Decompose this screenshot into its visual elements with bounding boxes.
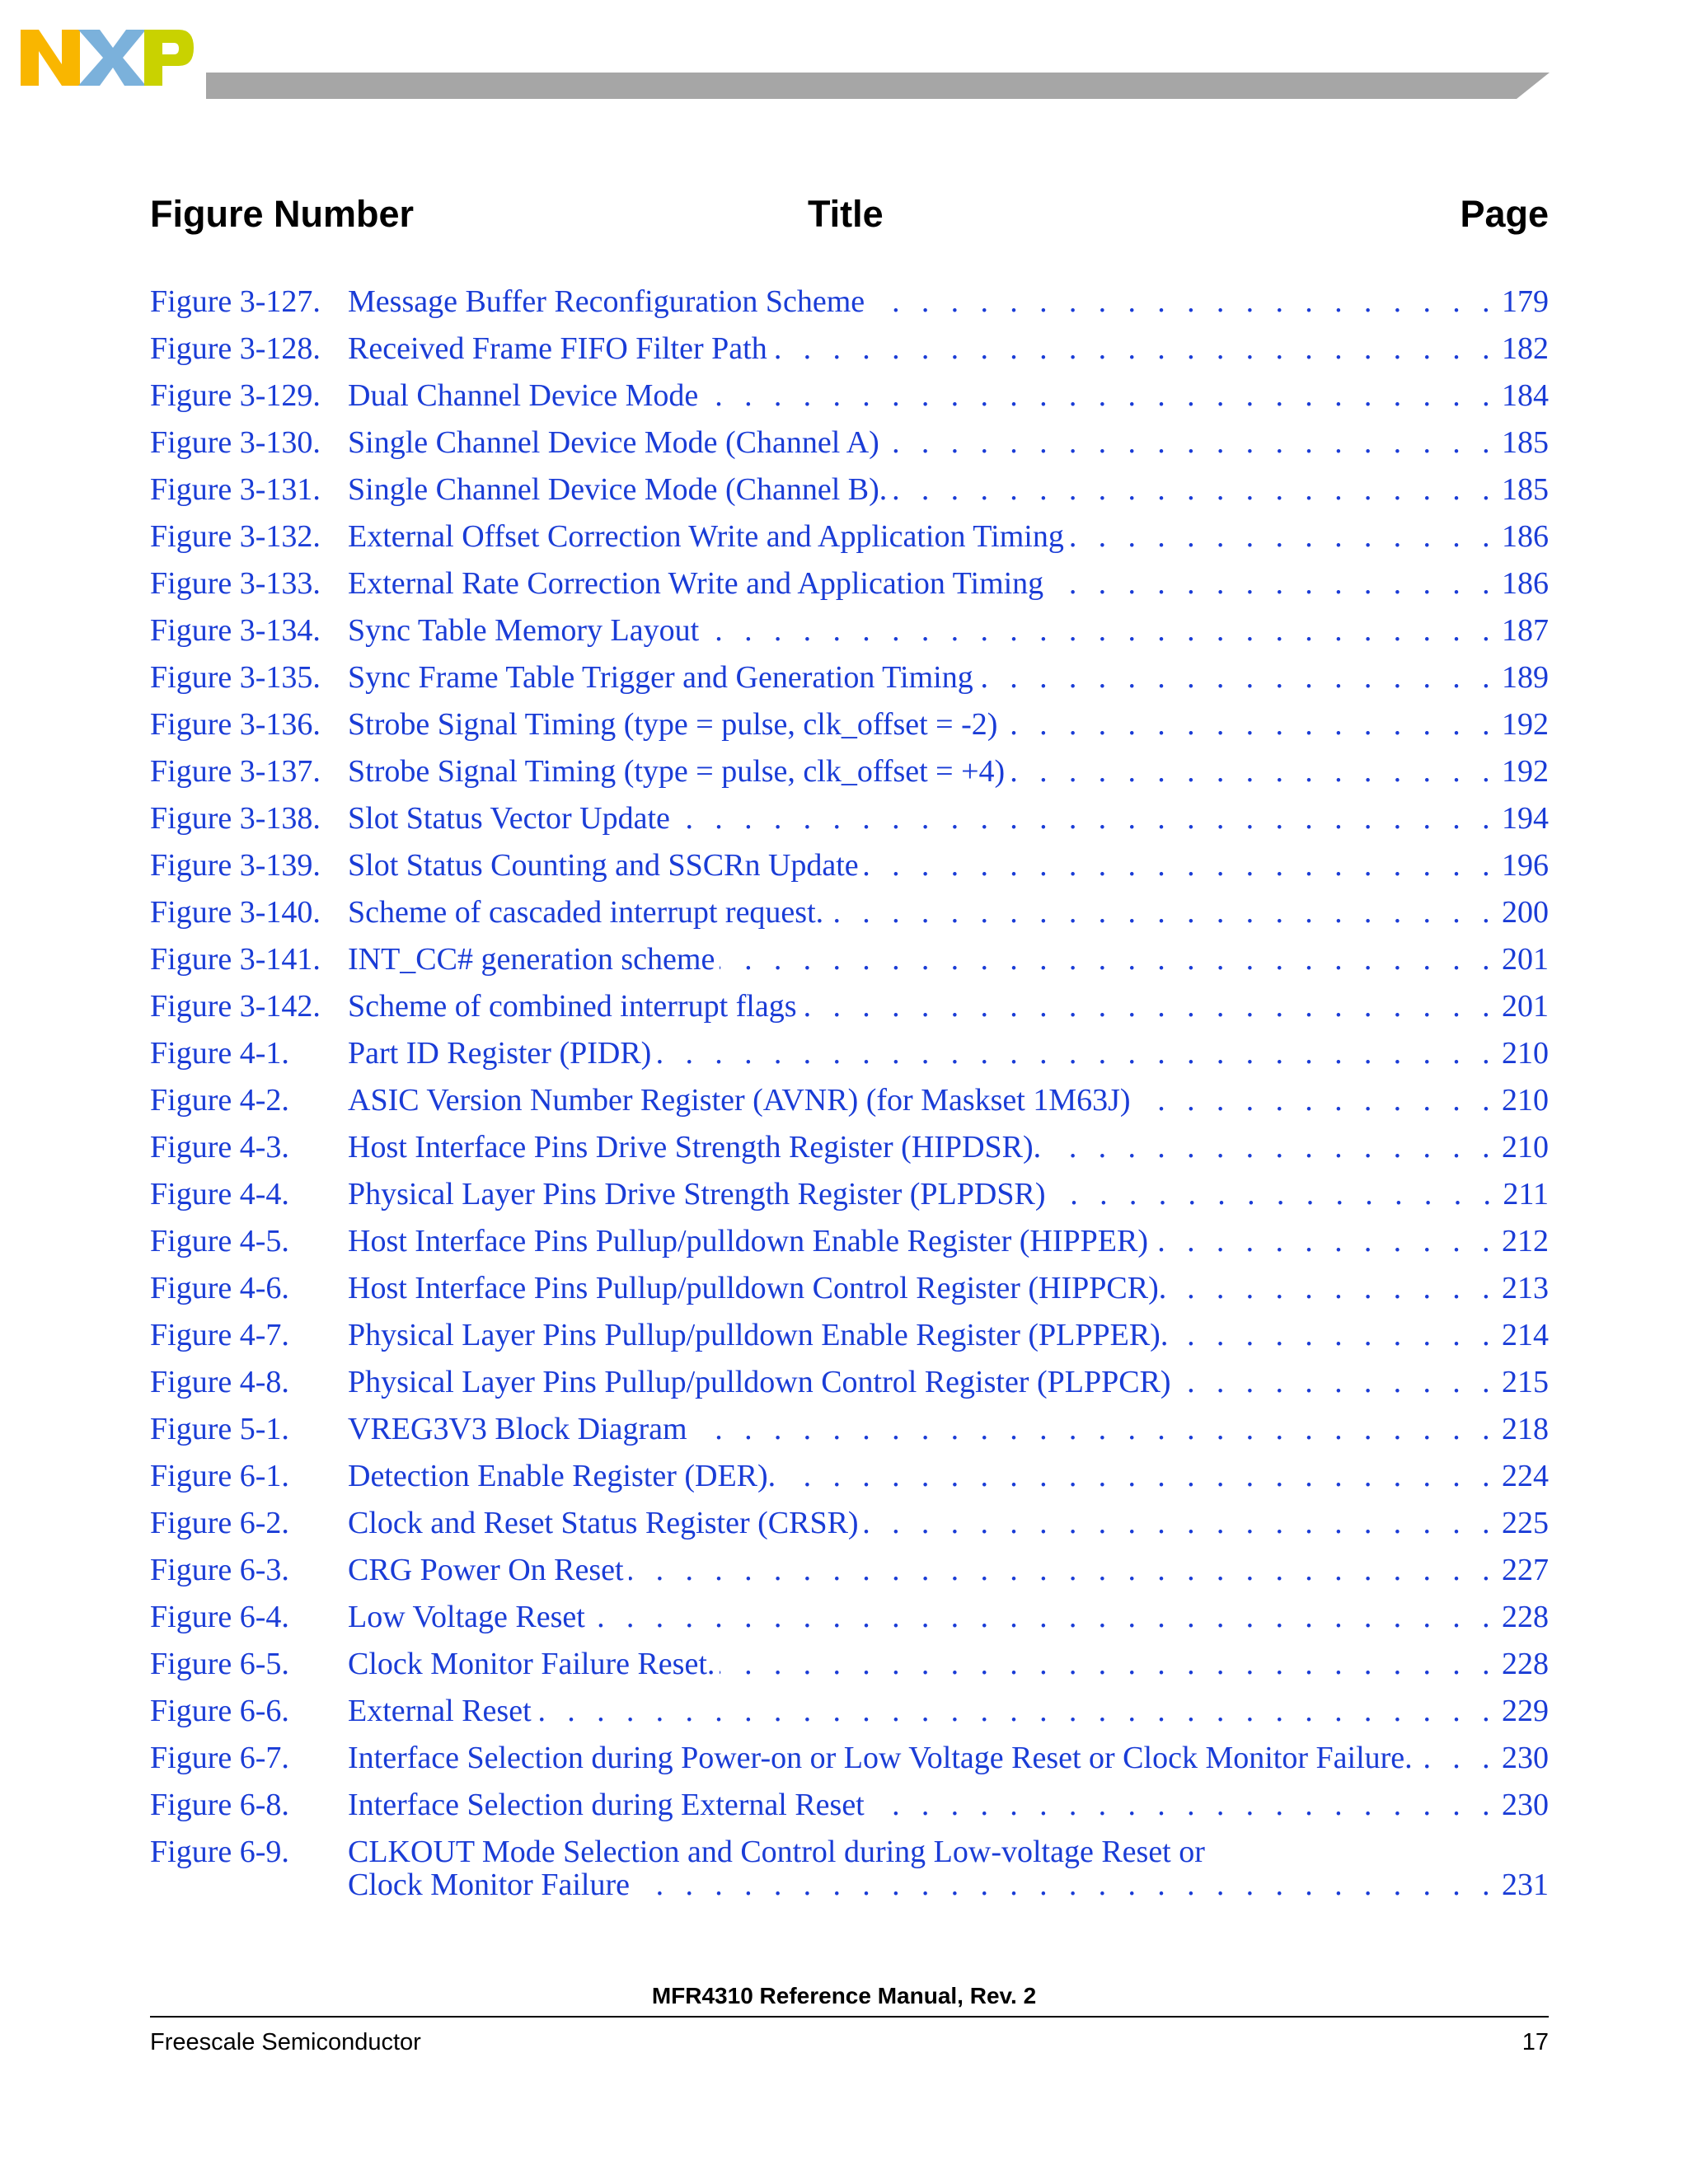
- dot-leader: [870, 279, 1497, 326]
- dot-leader: [1136, 1077, 1497, 1124]
- page-number: 230: [1502, 1741, 1549, 1775]
- page-number: 196: [1502, 848, 1549, 883]
- page-number: 201: [1502, 942, 1549, 977]
- page-number: 210: [1502, 1130, 1549, 1165]
- dot-leader: [1153, 1218, 1497, 1265]
- toc-entry[interactable]: [150, 1547, 1549, 1594]
- figure-title: Host Interface Pins Pullup/pulldown Enable Register (HIPPER): [348, 1224, 1148, 1258]
- figure-title: Host Interface Pins Pullup/pulldown Control Register (HIPPCR).: [348, 1271, 1167, 1305]
- toc-entry[interactable]: [150, 748, 1549, 795]
- toc-entry[interactable]: [150, 1453, 1549, 1500]
- entry-line: [348, 1218, 1549, 1265]
- toc-entry[interactable]: [150, 560, 1549, 607]
- figure-number: Figure 6-7.: [150, 1741, 289, 1775]
- entry-line: [348, 842, 1549, 889]
- figure-number: Figure 3-129.: [150, 378, 321, 413]
- entry-line: [348, 279, 1549, 326]
- toc-entry[interactable]: [150, 1688, 1549, 1735]
- entry-line: [348, 513, 1549, 560]
- toc-entry[interactable]: [150, 1171, 1549, 1218]
- figure-title: ASIC Version Number Register (AVNR) (for Maskset 1M63J): [348, 1083, 1131, 1118]
- page-number: 230: [1502, 1788, 1549, 1822]
- nxp-logo-icon: [21, 23, 194, 87]
- entry-line: [348, 607, 1549, 654]
- page-number: 185: [1502, 472, 1549, 507]
- dot-leader: [884, 419, 1497, 466]
- dot-leader: [537, 1688, 1497, 1735]
- dot-leader: [629, 1547, 1497, 1594]
- dot-leader: [1046, 1124, 1497, 1171]
- dot-leader: [1176, 1359, 1497, 1406]
- figure-number: Figure 4-8.: [150, 1365, 289, 1399]
- toc-entry[interactable]: [150, 1735, 1549, 1782]
- footer-divider: [150, 2016, 1549, 2018]
- figure-title: Slot Status Counting and SSCRn Update: [348, 848, 859, 883]
- toc-entry[interactable]: [150, 1359, 1549, 1406]
- entry-line: [348, 795, 1549, 842]
- toc-entry[interactable]: [150, 1077, 1549, 1124]
- dot-leader: [870, 1782, 1497, 1829]
- figure-title: Dual Channel Device Mode: [348, 378, 699, 413]
- figure-title: Physical Layer Pins Drive Strength Register (PLPDSR): [348, 1177, 1046, 1212]
- entry-line: [348, 1641, 1549, 1688]
- toc-entry[interactable]: [150, 1312, 1549, 1359]
- entry-line: [348, 1171, 1549, 1218]
- dot-leader: [675, 795, 1497, 842]
- page-number: 218: [1502, 1412, 1549, 1446]
- entry-line: [348, 1312, 1549, 1359]
- figure-number: Figure 3-142.: [150, 989, 321, 1024]
- entry-line: [348, 560, 1549, 607]
- figure-title: Host Interface Pins Drive Strength Register (HIPDSR).: [348, 1130, 1042, 1165]
- entry-line: [348, 1735, 1549, 1782]
- page-number: 210: [1502, 1083, 1549, 1118]
- company-name: Freescale Semiconductor: [150, 2029, 421, 2055]
- toc-entry[interactable]: [150, 1406, 1549, 1453]
- page-number: 228: [1502, 1647, 1549, 1681]
- toc-entry[interactable]: [150, 654, 1549, 701]
- toc-entry[interactable]: [150, 419, 1549, 466]
- figure-title: INT_CC# generation scheme: [348, 942, 715, 977]
- dot-leader: [1069, 513, 1497, 560]
- entry-line: [348, 1547, 1549, 1594]
- figure-title: Clock Monitor Failure Reset.: [348, 1647, 715, 1681]
- entry-line: [348, 1265, 1549, 1312]
- page-number-footer: 17: [1522, 2029, 1549, 2055]
- list-of-figures: [150, 279, 1549, 1908]
- dot-leader: [1173, 1312, 1497, 1359]
- entry-line: [348, 326, 1549, 373]
- figure-number: Figure 4-1.: [150, 1036, 289, 1071]
- page-number: 229: [1502, 1694, 1549, 1728]
- dot-leader: [720, 936, 1497, 983]
- figure-number: Figure 3-138.: [150, 801, 321, 836]
- column-header-page: Page: [1460, 193, 1549, 235]
- entry-line: [348, 1782, 1549, 1829]
- figure-title: External Offset Correction Write and Application Timing: [348, 519, 1064, 554]
- figure-number: Figure 3-133.: [150, 566, 321, 601]
- page-number: 192: [1502, 754, 1549, 789]
- entry-line: [348, 1688, 1549, 1735]
- figure-title: Low Voltage Reset: [348, 1600, 585, 1634]
- toc-entry[interactable]: [150, 1218, 1549, 1265]
- dot-leader: [720, 1641, 1497, 1688]
- page-number: 225: [1502, 1506, 1549, 1540]
- page-number: 187: [1502, 613, 1549, 648]
- entry-line: [348, 889, 1549, 936]
- dot-leader: [802, 983, 1497, 1030]
- entry-line: [348, 654, 1549, 701]
- page-number: 227: [1502, 1553, 1549, 1587]
- dot-leader: [772, 326, 1497, 373]
- column-header-title: Title: [808, 193, 884, 235]
- figure-title: Single Channel Device Mode (Channel A): [348, 425, 879, 460]
- entry-line: [348, 1030, 1549, 1077]
- toc-entry[interactable]: [150, 326, 1549, 373]
- figure-number: Figure 5-1.: [150, 1412, 289, 1446]
- toc-entry[interactable]: [150, 1500, 1549, 1547]
- dot-leader: [692, 1406, 1497, 1453]
- entry-line: [348, 701, 1549, 748]
- dot-leader: [1050, 1171, 1498, 1218]
- figure-number: Figure 6-8.: [150, 1788, 289, 1822]
- figure-title: Physical Layer Pins Pullup/pulldown Enable Register (PLPPER).: [348, 1318, 1169, 1352]
- figure-title: Detection Enable Register (DER).: [348, 1459, 776, 1493]
- figure-title: Clock and Reset Status Register (CRSR): [348, 1506, 859, 1540]
- entry-line: [348, 936, 1549, 983]
- toc-entry[interactable]: [150, 795, 1549, 842]
- entry-line: [348, 1594, 1549, 1641]
- page-number: 214: [1502, 1318, 1549, 1352]
- figure-number: Figure 3-137.: [150, 754, 321, 789]
- page-number: 211: [1503, 1177, 1549, 1212]
- dot-leader: [590, 1594, 1497, 1641]
- figure-title: Scheme of combined interrupt flags: [348, 989, 797, 1024]
- page-number: 185: [1502, 425, 1549, 460]
- figure-title: Slot Status Vector Update: [348, 801, 670, 836]
- figure-number: Figure 3-141.: [150, 942, 321, 977]
- figure-title: Scheme of cascaded interrupt request.: [348, 895, 824, 930]
- figure-number: Figure 4-4.: [150, 1177, 289, 1212]
- page-number: 179: [1502, 284, 1549, 319]
- page-number: 194: [1502, 801, 1549, 836]
- page-number: 192: [1502, 707, 1549, 742]
- figure-number: Figure 3-136.: [150, 707, 321, 742]
- entry-line: [348, 1406, 1549, 1453]
- dot-leader: [656, 1030, 1497, 1077]
- dot-leader: [635, 1862, 1497, 1909]
- dot-leader: [864, 1500, 1497, 1547]
- toc-entry[interactable]: [150, 983, 1549, 1030]
- toc-entry[interactable]: [150, 936, 1549, 983]
- dot-leader: [828, 889, 1497, 936]
- figure-title-line2: Clock Monitor Failure: [348, 1868, 630, 1902]
- figure-title-line1: CLKOUT Mode Selection and Control during Low-voltage Reset or: [348, 1835, 1205, 1869]
- figure-number: Figure 4-5.: [150, 1224, 289, 1258]
- toc-entry[interactable]: [150, 373, 1549, 419]
- figure-title: Message Buffer Reconfiguration Scheme: [348, 284, 865, 319]
- entry-line: [348, 419, 1549, 466]
- figure-number: Figure 4-3.: [150, 1130, 289, 1165]
- page-number: 189: [1502, 660, 1549, 695]
- entry-line: [348, 983, 1549, 1030]
- toc-entry[interactable]: [150, 842, 1549, 889]
- entry-line: [348, 466, 1549, 513]
- figure-number: Figure 3-140.: [150, 895, 321, 930]
- figure-number: Figure 3-131.: [150, 472, 321, 507]
- figure-number: Figure 6-2.: [150, 1506, 289, 1540]
- figure-number: Figure 6-3.: [150, 1553, 289, 1587]
- figure-title: Part ID Register (PIDR): [348, 1036, 652, 1071]
- figure-title: VREG3V3 Block Diagram: [348, 1412, 687, 1446]
- figure-title: Strobe Signal Timing (type = pulse, clk_offset = -2): [348, 707, 998, 742]
- toc-entry[interactable]: [150, 1265, 1549, 1312]
- dot-leader: [781, 1453, 1497, 1500]
- toc-entry[interactable]: [150, 1829, 1549, 1908]
- figure-number: Figure 6-4.: [150, 1600, 289, 1634]
- page-number: 200: [1502, 895, 1549, 930]
- column-header-figure-number: Figure Number: [150, 193, 415, 235]
- entry-line: [348, 1124, 1549, 1171]
- toc-entry[interactable]: [150, 1641, 1549, 1688]
- dot-leader: [978, 654, 1497, 701]
- toc-entry[interactable]: [150, 513, 1549, 560]
- figure-number: Figure 3-132.: [150, 519, 321, 554]
- dot-leader: [1010, 748, 1497, 795]
- entry-line: [348, 1453, 1549, 1500]
- page-number: 186: [1502, 566, 1549, 601]
- dot-leader: [1048, 560, 1497, 607]
- dot-leader: [892, 466, 1497, 513]
- figure-title: Interface Selection during Power-on or Low Voltage Reset or Clock Monitor Failure.: [348, 1741, 1413, 1775]
- page-number: 224: [1502, 1459, 1549, 1493]
- figure-number: Figure 3-128.: [150, 331, 321, 366]
- toc-entry[interactable]: [150, 466, 1549, 513]
- toc-entry[interactable]: [150, 1594, 1549, 1641]
- toc-entry[interactable]: [150, 1124, 1549, 1171]
- page-number: 182: [1502, 331, 1549, 366]
- figure-title: Single Channel Device Mode (Channel B).: [348, 472, 888, 507]
- dot-leader: [704, 607, 1497, 654]
- figure-number: Figure 4-7.: [150, 1318, 289, 1352]
- figure-number: Figure 6-1.: [150, 1459, 289, 1493]
- dot-leader: [1418, 1735, 1497, 1782]
- figure-number: Figure 6-6.: [150, 1694, 289, 1728]
- figure-title: External Rate Correction Write and Application Timing: [348, 566, 1044, 601]
- dot-leader: [864, 842, 1497, 889]
- figure-number: Figure 3-139.: [150, 848, 321, 883]
- page-number: 231: [1502, 1868, 1549, 1902]
- dot-leader: [1002, 701, 1497, 748]
- dot-leader: [703, 373, 1497, 419]
- page-number: 215: [1502, 1365, 1549, 1399]
- entry-line: [348, 373, 1549, 419]
- page-number: 201: [1502, 989, 1549, 1024]
- figure-number: Figure 6-5.: [150, 1647, 289, 1681]
- page-number: 210: [1502, 1036, 1549, 1071]
- figure-title: CRG Power On Reset: [348, 1553, 624, 1587]
- figure-number: Figure 3-127.: [150, 284, 321, 319]
- figure-title: Sync Table Memory Layout: [348, 613, 700, 648]
- dot-leader: [1171, 1265, 1497, 1312]
- header-bar: [206, 73, 1550, 99]
- toc-entry[interactable]: [150, 701, 1549, 748]
- entry-line: [348, 1500, 1549, 1547]
- figure-title: Sync Frame Table Trigger and Generation Timing: [348, 660, 973, 695]
- entry-line: [348, 1862, 1549, 1909]
- figure-title: External Reset: [348, 1694, 532, 1728]
- entry-line: [348, 1359, 1549, 1406]
- toc-entry[interactable]: [150, 889, 1549, 936]
- entry-line: [348, 1077, 1549, 1124]
- figure-title: Received Frame FIFO Filter Path: [348, 331, 767, 366]
- page-number: 213: [1502, 1271, 1549, 1305]
- toc-entry[interactable]: [150, 607, 1549, 654]
- entry-line: [348, 748, 1549, 795]
- figure-number: Figure 3-135.: [150, 660, 321, 695]
- page-number: 228: [1502, 1600, 1549, 1634]
- manual-title: MFR4310 Reference Manual, Rev. 2: [651, 1983, 1037, 2008]
- figure-title: Physical Layer Pins Pullup/pulldown Control Register (PLPPCR): [348, 1365, 1171, 1399]
- figure-number: Figure 3-134.: [150, 613, 321, 648]
- figure-title: Strobe Signal Timing (type = pulse, clk_offset = +4): [348, 754, 1006, 789]
- page-number: 184: [1502, 378, 1549, 413]
- figure-number: Figure 4-2.: [150, 1083, 289, 1118]
- page-number: 186: [1502, 519, 1549, 554]
- figure-number: Figure 4-6.: [150, 1271, 289, 1305]
- toc-entry[interactable]: [150, 1030, 1549, 1077]
- figure-number: Figure 6-9.: [150, 1835, 289, 1869]
- figure-number: Figure 3-130.: [150, 425, 321, 460]
- toc-entry[interactable]: [150, 1782, 1549, 1829]
- toc-entry[interactable]: [150, 279, 1549, 326]
- figure-title: Interface Selection during External Reset: [348, 1788, 865, 1822]
- page-number: 212: [1502, 1224, 1549, 1258]
